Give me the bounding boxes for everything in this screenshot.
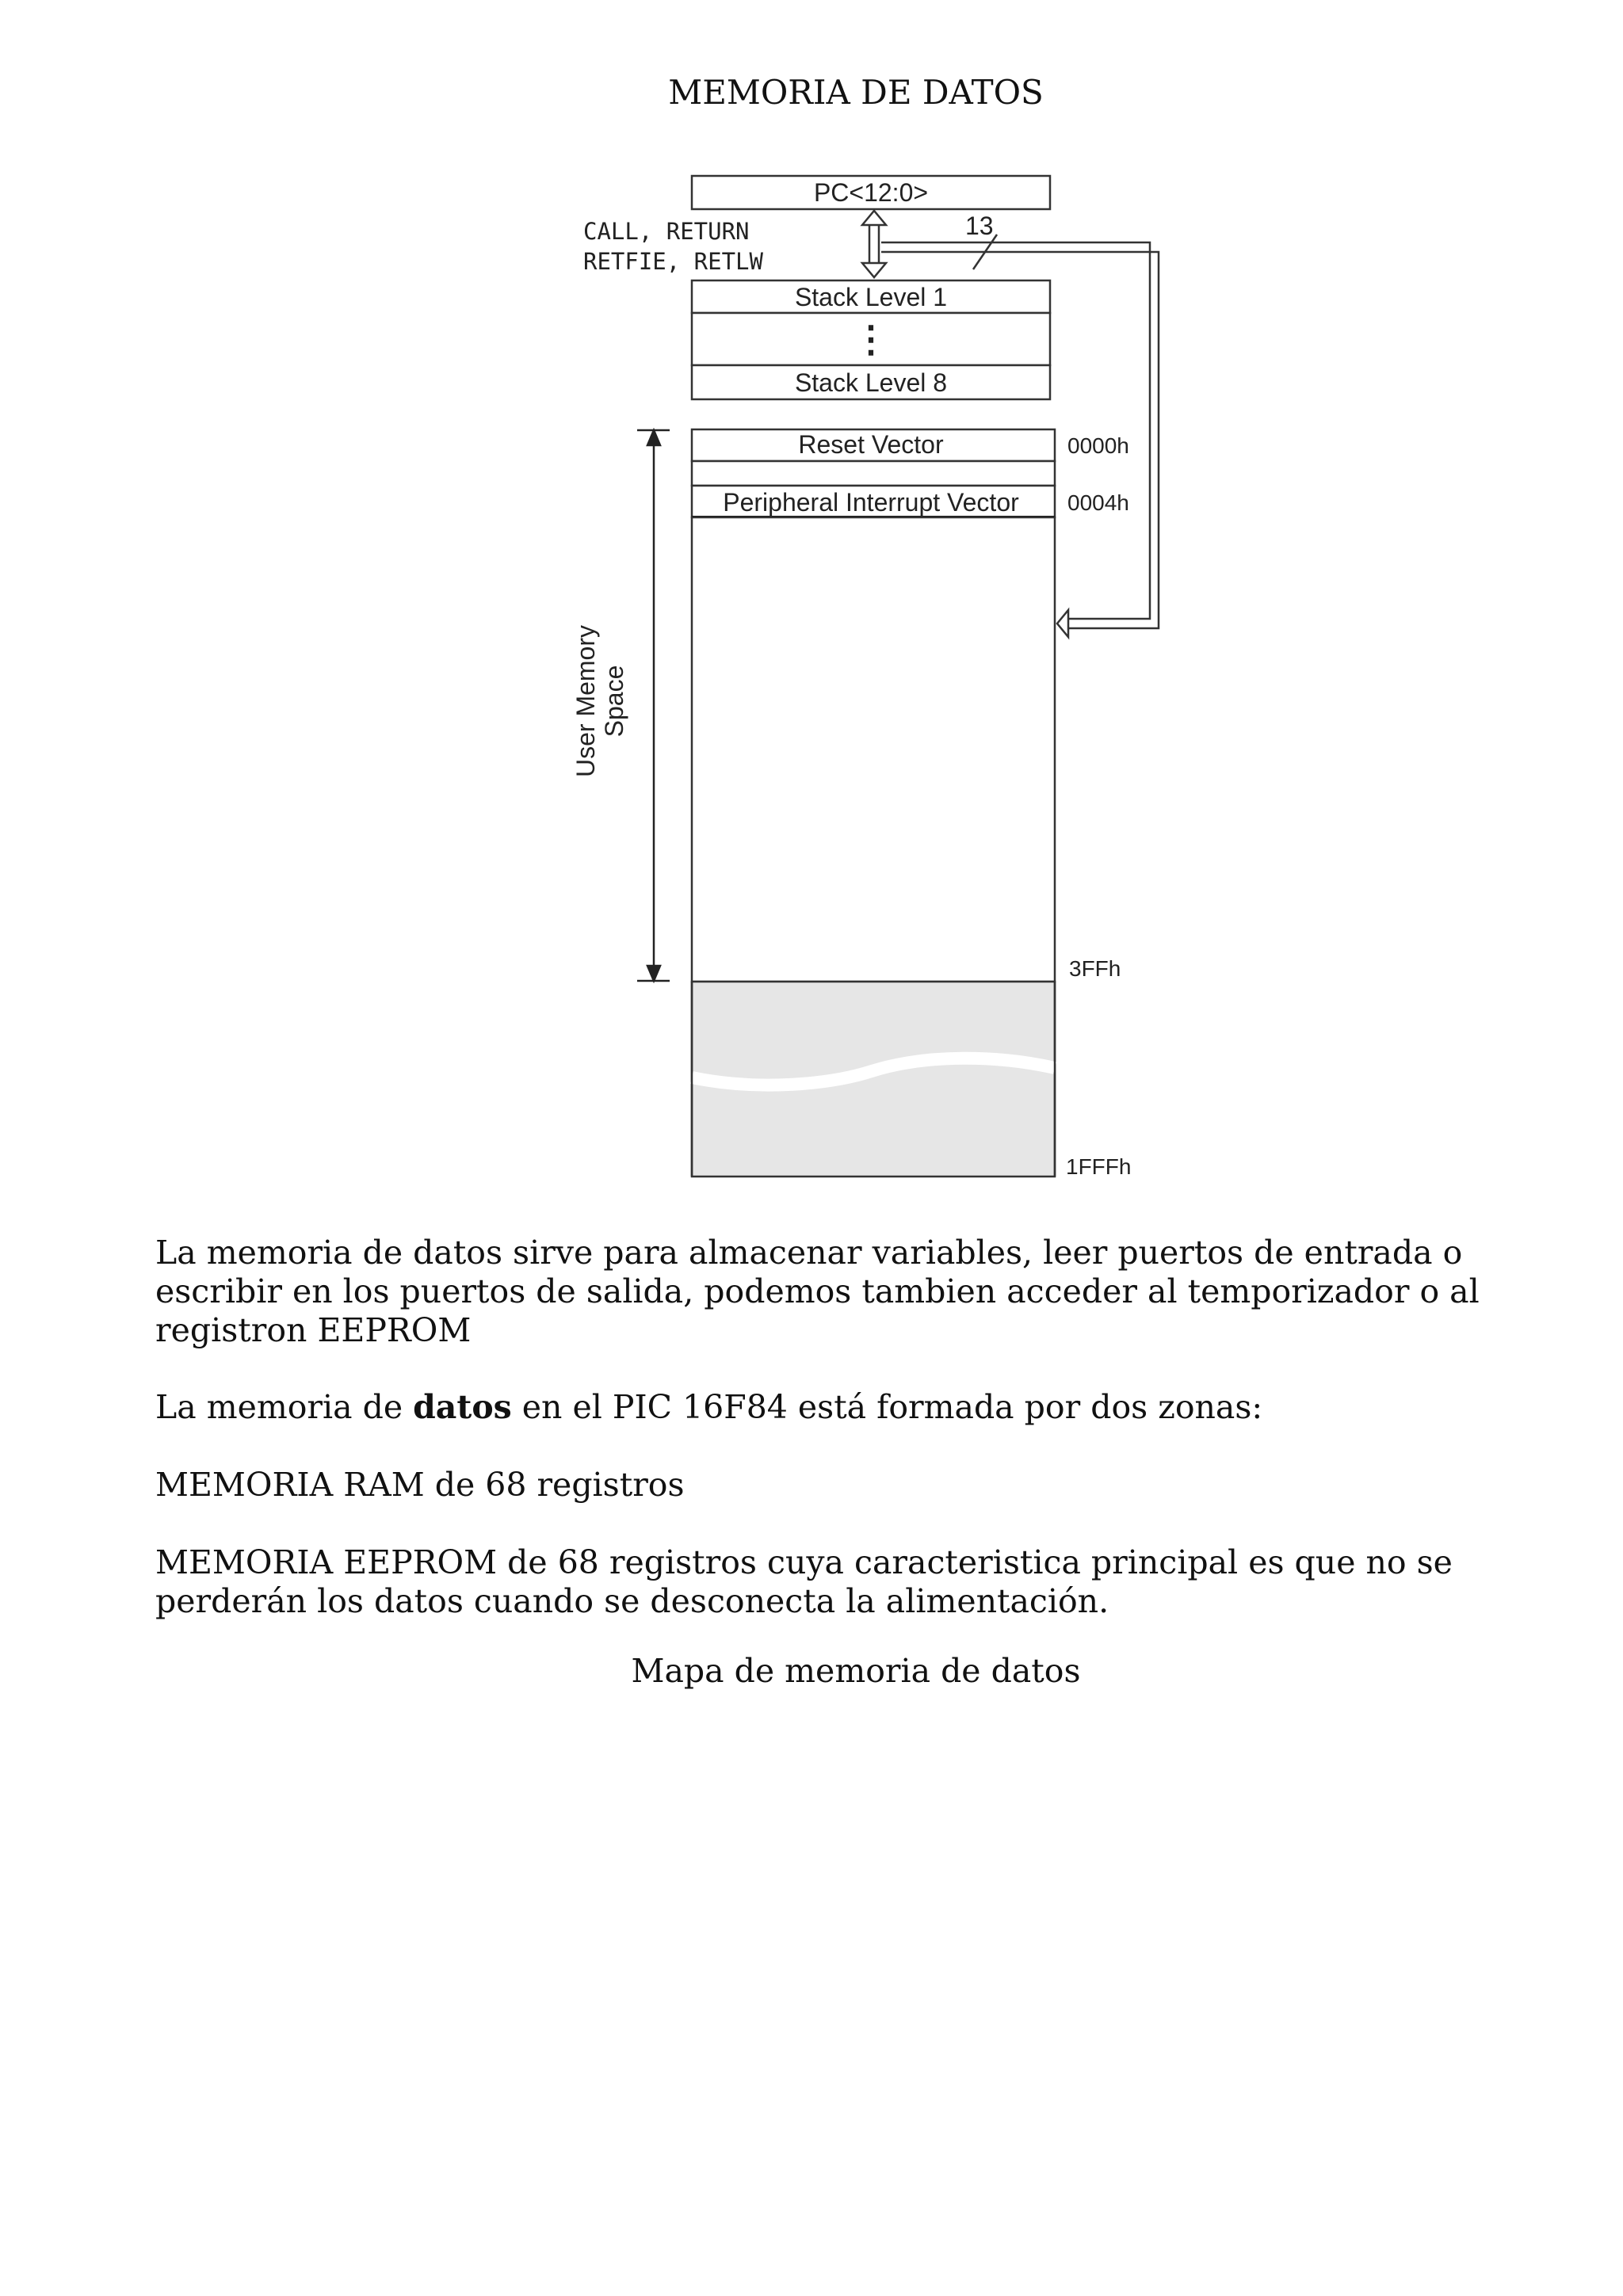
- instr-label-1: CALL, RETURN: [583, 218, 750, 245]
- zones-text-before: La memoria de: [155, 1388, 414, 1426]
- bus-width-label: 13: [965, 212, 994, 240]
- user-space-label-1: User Memory: [571, 624, 600, 778]
- instr-label-2: RETFIE, RETLW: [583, 248, 763, 275]
- stack-arrow: [862, 211, 886, 277]
- page-title: MEMORIA DE DATOS: [668, 73, 1044, 112]
- user-memory-box: [692, 517, 1055, 982]
- addr-0004h: 0004h: [1067, 490, 1129, 515]
- addr-1fffh: 1FFFh: [1066, 1154, 1132, 1179]
- figure-caption: Mapa de memoria de datos: [631, 1652, 1081, 1690]
- bus-arrow-head: [1057, 610, 1068, 637]
- user-space-arrow: [637, 430, 670, 981]
- zones-text-after: en el PIC 16F84 está formada por dos zonas:: [511, 1388, 1263, 1426]
- reset-vector-label: Reset Vector: [798, 430, 944, 459]
- reserved-gap-box: [692, 461, 1055, 486]
- stack-level-8-label: Stack Level 8: [794, 368, 948, 397]
- zones-paragraph: [155, 1388, 1534, 1427]
- addr-0000h: 0000h: [1067, 433, 1129, 458]
- stack-level-1-label: Stack Level 1: [794, 283, 948, 311]
- addr-3ffh: 3FFh: [1069, 956, 1121, 981]
- eeprom-paragraph: MEMORIA EEPROM de 68 registros cuya caracteristica principal es que no se perderán los datos cuando se desconecta la alimentación.: [155, 1543, 1453, 1620]
- stack-dots: ⋮: [853, 318, 889, 360]
- pc-label: PC<12:0>: [813, 178, 929, 207]
- zones-text-bold: datos: [413, 1388, 512, 1426]
- user-space-label-2: Space: [600, 665, 628, 738]
- interrupt-vector-label: Peripheral Interrupt Vector: [723, 488, 1019, 517]
- ram-paragraph: MEMORIA RAM de 68 registros: [155, 1466, 685, 1504]
- intro-paragraph: La memoria de datos sirve para almacenar variables, leer puertos de entrada o escribir en los puertos de salida, podemos tambien acceder al temporizador o al registron EEPROM: [155, 1234, 1480, 1349]
